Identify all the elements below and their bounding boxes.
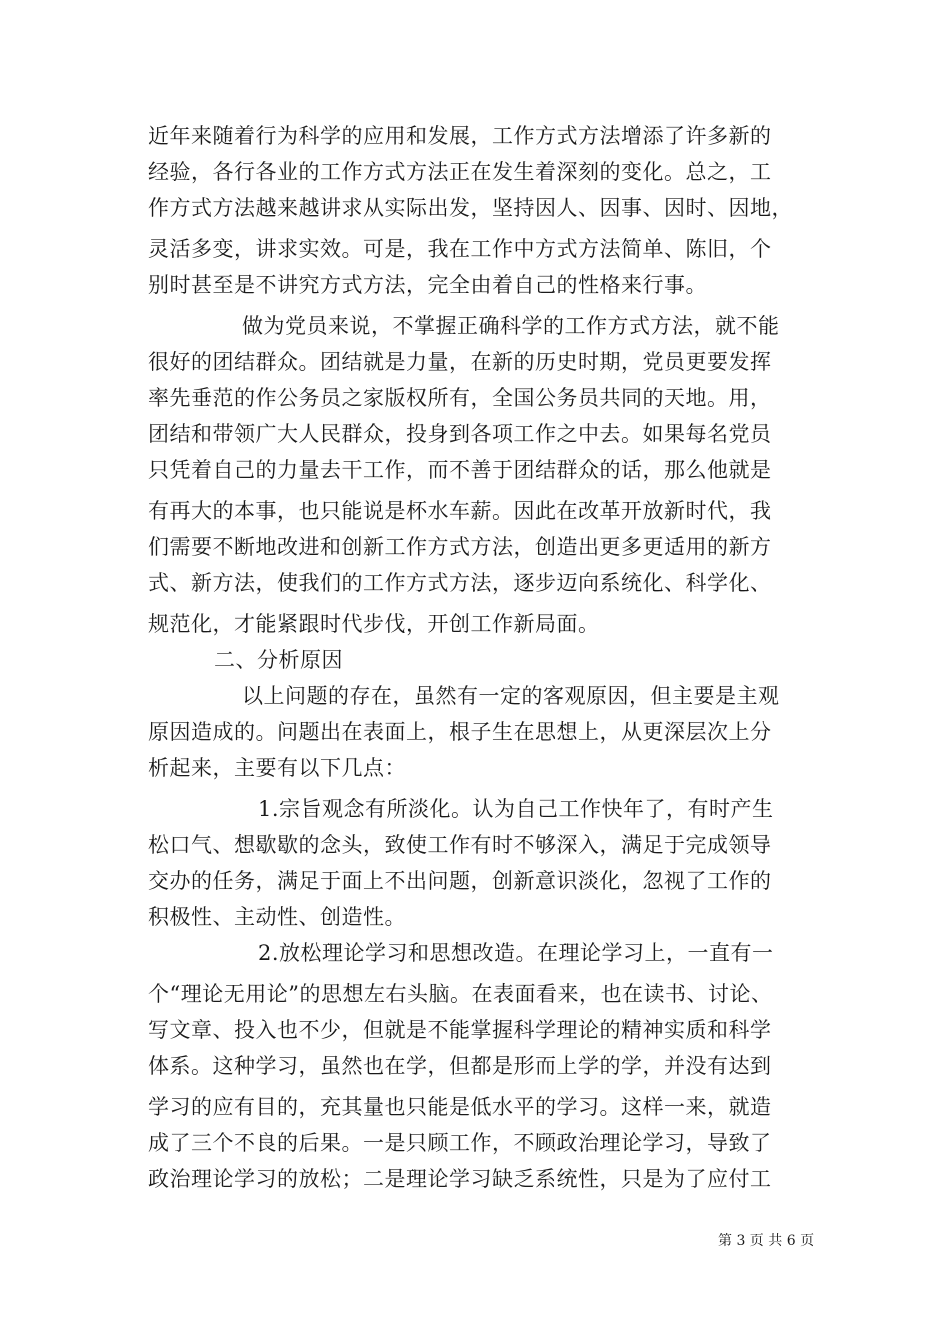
text-line: 团结和带领广大人民群众，投身到各项工作之中去。如果每名党员	[148, 422, 772, 446]
text-line: 积极性、主动性、创造性。	[148, 905, 406, 929]
text-line: 规范化，才能紧跟时代步伐，开创工作新局面。	[148, 612, 600, 636]
list-item-first-line: 2.放松理论学习和思想改造。在理论学习上，一直有一	[258, 941, 774, 965]
text-line: 近年来随着行为科学的应用和发展，工作方式方法增添了许多新的	[148, 124, 772, 148]
paragraph-first-line: 以上问题的存在，虽然有一定的客观原因，但主要是主观	[242, 684, 780, 708]
text-line: 有再大的本事，也只能说是杯水车薪。因此在改革开放新时代，我	[148, 499, 772, 523]
text-line: 体系。这种学习，虽然也在学，但都是形而上学的学，并没有达到	[148, 1054, 772, 1078]
text-line: 个“理论无用论”的思想左右头脑。在表面看来，也在读书、讨论、	[148, 982, 773, 1006]
text-line: 很好的团结群众。团结就是力量，在新的历史时期，党员更要发挥	[148, 350, 772, 374]
text-line: 交办的任务，满足于面上不出问题，创新意识淡化，忽视了工作的	[148, 869, 772, 893]
text-line: 作方式方法越来越讲求从实际出发，坚持因人、因事、因时、因地，	[148, 196, 793, 220]
paragraph-first-line: 做为党员来说，不掌握正确科学的工作方式方法，就不能	[242, 314, 780, 338]
list-item-first-line: 1.宗旨观念有所淡化。认为自己工作快年了，有时产生	[258, 797, 774, 821]
text-line: 原因造成的。问题出在表面上，根子生在思想上，从更深层次上分	[148, 720, 772, 744]
text-line: 式、新方法，使我们的工作方式方法，逐步迈向系统化、科学化、	[148, 571, 772, 595]
section-heading: 二、分析原因	[214, 648, 343, 672]
page-number: 第 3 页 共 6 页	[718, 1233, 815, 1249]
text-line: 只凭着自己的力量去干工作，而不善于团结群众的话，那么他就是	[148, 458, 772, 482]
text-line: 别时甚至是不讲究方式方法，完全由着自己的性格来行事。	[148, 273, 707, 297]
text-line: 灵活多变，讲求实效。可是，我在工作中方式方法简单、陈旧，个	[148, 237, 772, 261]
text-line: 松口气、想歇歇的念头，致使工作有时不够深入，满足于完成领导	[148, 833, 772, 857]
text-line: 写文章、投入也不少，但就是不能掌握科学理论的精神实质和科学	[148, 1018, 772, 1042]
text-line: 析起来，主要有以下几点：	[148, 756, 406, 780]
text-line: 政治理论学习的放松；二是理论学习缺乏系统性，只是为了应付工	[148, 1167, 772, 1191]
text-line: 率先垂范的作公务员之家版权所有，全国公务员共同的天地。用，	[148, 386, 772, 410]
text-line: 学习的应有目的，充其量也只能是低水平的学习。这样一来，就造	[148, 1095, 772, 1119]
text-line: 成了三个不良的后果。一是只顾工作，不顾政治理论学习，导致了	[148, 1131, 772, 1155]
text-line: 经验，各行各业的工作方式方法正在发生着深刻的变化。总之，工	[148, 160, 772, 184]
text-line: 们需要不断地改进和创新工作方式方法，创造出更多更适用的新方	[148, 535, 772, 559]
